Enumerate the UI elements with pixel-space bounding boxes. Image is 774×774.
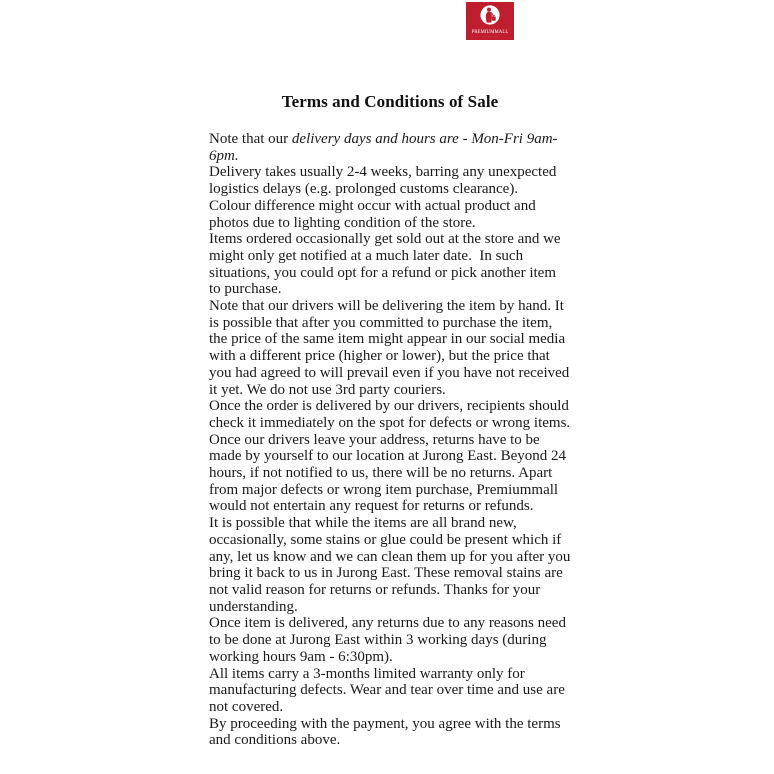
logo-brand-text: PREMIUMMALL xyxy=(471,30,509,36)
premiummall-logo[interactable] xyxy=(466,2,514,40)
paragraph: Once the order is delivered by our drivers, recipients should check it immediately on the spot for defects or wrong items. xyxy=(209,398,573,431)
paragraph-delivery-hours xyxy=(209,131,571,164)
paragraph: By proceeding with the payment, you agree with the terms and conditions above. xyxy=(209,715,565,749)
paragraph: Note that our drivers will be delivering the item by hand. It is possible that after you committed to purchase the item, the price of the same item might appear in our social media with a different price (higher or lower), but the price that you had agreed to will prevail even if you have not received it yet. We do not use 3rd party couriers. xyxy=(209,298,574,398)
terms-body xyxy=(209,131,575,749)
premiummall-logo-icon xyxy=(466,2,514,40)
intro-normal-text: Note that our xyxy=(209,131,292,147)
paragraph: Once our drivers leave your address, returns have to be made by yourself to our location at Jurong East. Beyond 24 hours, if not notified to us, there will be no returns. Apart from major defects or wrong item purchase, Premiummall would not entertain any request for returns or refunds. xyxy=(209,431,570,515)
paragraph: All items carry a 3-months limited warranty only for manufacturing defects. Wear and tear over time and use are not covered. xyxy=(209,665,569,715)
paragraph: Once item is delivered, any returns due to any reasons need to be done at Jurong East within 3 working days (during working hours 9am - 6:30pm). xyxy=(209,615,570,665)
paragraph: Colour difference might occur with actual product and photos due to lighting condition of the store. xyxy=(209,197,540,231)
terms-content xyxy=(209,92,575,749)
logo-tagline-text: · · · · · · · · · · · · · · xyxy=(481,36,499,38)
intro-italic-text: delivery days and hours are - Mon-Fri 9am-6pm. xyxy=(209,131,558,164)
page-title: Terms and Conditions of Sale xyxy=(281,92,499,111)
paragraph: It is possible that while the items are all brand new, occasionally, some stains or glue could be present which if any, let us know and we can clean them up for you after you bring it back to us in Jurong East. These removal stains are not valid reason for returns or refunds. Thanks for your understanding. xyxy=(209,515,575,615)
paragraph: Delivery takes usually 2-4 weeks, barring any unexpected logistics delays (e.g. prolonged customs clearance). xyxy=(209,164,561,198)
paragraph: Items ordered occasionally get sold out at the store and we might only get notified at a much later date. In such situations, you could opt for a refund or pick another item to purchase. xyxy=(209,231,565,298)
